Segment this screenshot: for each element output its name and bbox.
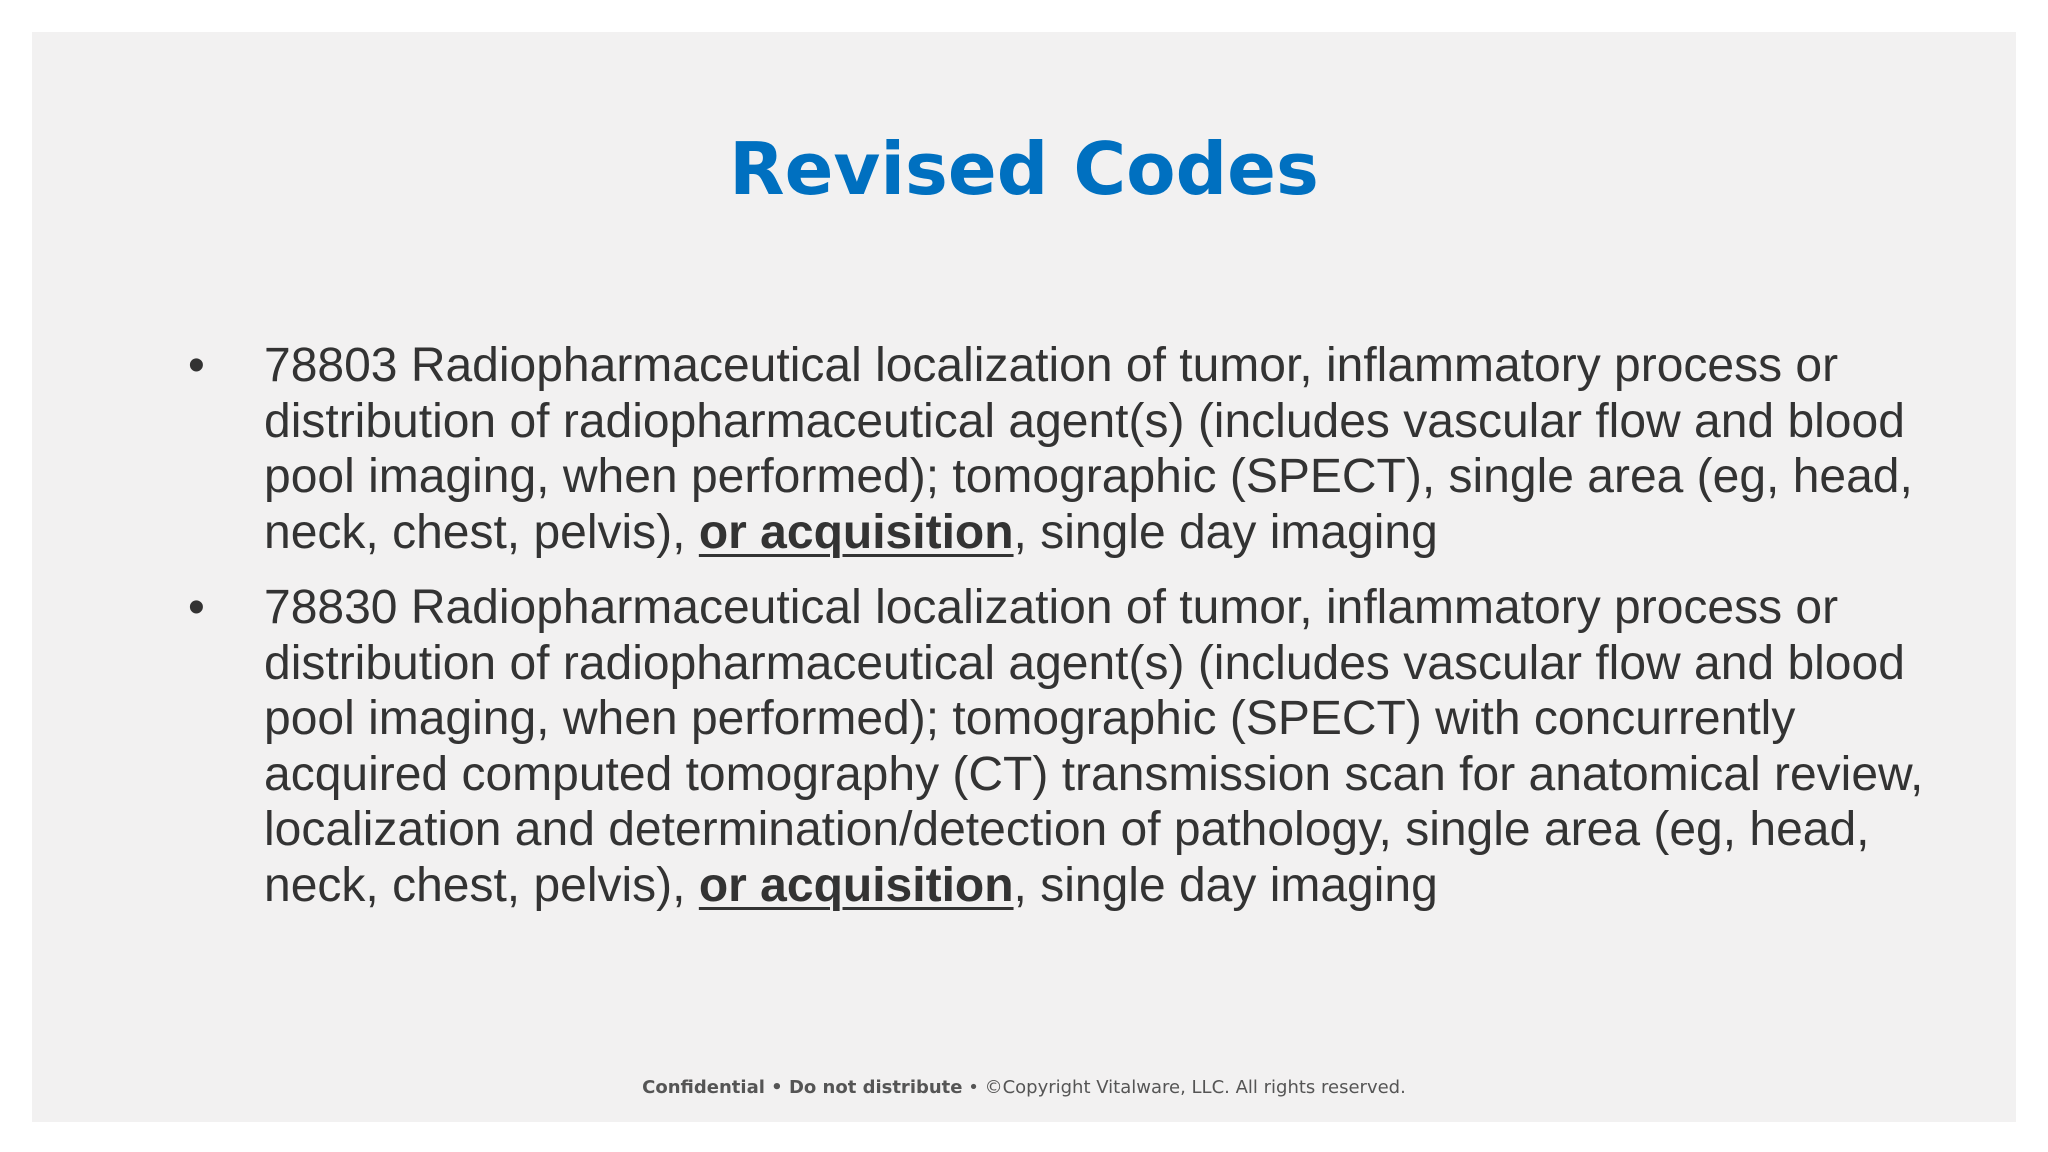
slide-title: Revised Codes	[729, 127, 1319, 211]
bullet-emphasis: or acquisition	[698, 858, 1014, 912]
footer-confidential: Confidential	[642, 1077, 765, 1098]
bullet-text-end: , single day imaging	[1013, 505, 1438, 559]
footer-separator: •	[962, 1077, 985, 1098]
footer-separator: •	[764, 1077, 789, 1098]
footer-do-not-distribute: Do not distribute	[788, 1077, 963, 1098]
bullet-marker: •	[188, 339, 205, 392]
footer-copyright: ©Copyright Vitalware, LLC. All rights reserved.	[984, 1077, 1406, 1098]
bullet-emphasis: or acquisition	[698, 505, 1014, 559]
bullet-text: 78803 Radiopharmaceutical localization of tumor, inflammatory process or distribution of radiopharmaceutical agent(s) (includes vascular flow and blood pool imaging, when performed); tomographic (SPECT), single area (eg, head, neck, chest, pelvis),	[264, 339, 1913, 559]
bullet-list	[152, 338, 1952, 933]
bullet-text: 78830 Radiopharmaceutical localization of tumor, inflammatory process or distribution of radiopharmaceutical agent(s) (includes vascular flow and blood pool imaging, when performed); tomographic (SPECT) with concurrently acquired computed tomography (CT) transmission scan for anatomical review, localization and determination/detection of pathology, single area (eg, head, neck, chest, pelvis),	[264, 581, 1924, 912]
slide	[32, 32, 2016, 1122]
footer	[32, 1076, 2016, 1100]
bullet-text-end: , single day imaging	[1013, 858, 1438, 912]
bullet-item-78803	[152, 338, 1952, 560]
bullet-item-78830	[152, 580, 1952, 913]
bullet-marker: •	[188, 581, 205, 634]
